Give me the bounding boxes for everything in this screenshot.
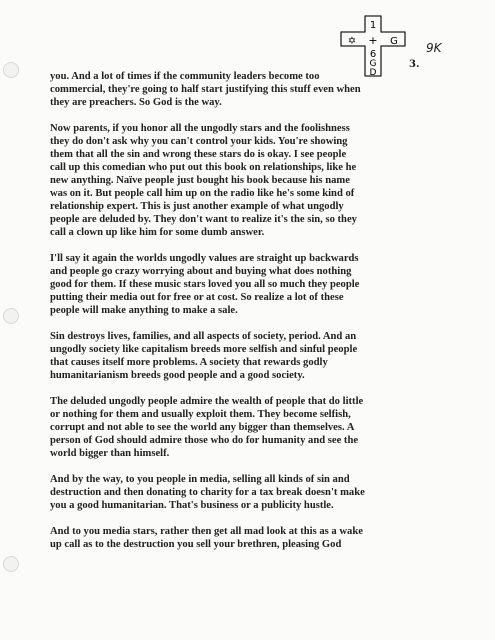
cross-mark-center: + [368,34,378,47]
cross-mark-lower-1: 6 [369,49,377,60]
punch-hole [3,62,19,78]
paragraph: Now parents, if you honor all the ungodly stars and the foolishness they do don't ask why you can't control your kids. You're showing them that all the sin and wrong these stars do is okay. I see people call up this comedian who put out this book on relationships, like he new anything. Naïve people just bought his book because his name was on it. But people call him up on the radio like he's some kind of relationship expert. This is just another example of what ungodly people are deluded by. They don't want to realize it's the sin, so they call a clown up like him for some dumb answer. [50,123,357,238]
cross-mark-lower-2: G [369,59,377,69]
paragraph: Sin destroys lives, families, and all aspects of society, period. And an ungodly society like capitalism breeds more selfish and sinful people that causes itself more problems. A society that rewards godly humanitarianism breeds good people and a good society. [50,331,358,381]
paragraph: I'll say it again the worlds ungodly values are straight up backwards and people go crazy worrying about and buying what does nothing good for them. If these music stars loved you all so much they people putting their media out for free or at cost. So realize a lot of these people will make anything to make a sale. [50,253,360,316]
handwritten-note: 9K [426,41,442,55]
document-body [50,70,448,564]
paragraph: And to you media stars, rather then get all mad look at this as a wake up call as to the destruction you sell your brethren, pleasing God [50,526,363,550]
paragraph: And by the way, to you people in media, selling all kinds of sin and destruction and then donating to charity for a tax break doesn't make you a good humanitarian. That's business or a publicity hustle. [50,474,365,511]
hand-drawn-cross-icon [337,14,420,78]
page-number: 3. [409,59,420,70]
cross-mark-right: G [390,36,398,47]
punch-hole [3,308,19,324]
cross-mark-lower-3: D [369,68,377,78]
paragraph: you. And a lot of times if the community leaders become too commercial, they're going to half start justifying this stuff even when they are preachers. So God is the way. [50,71,361,108]
cross-mark-top: 1 [369,20,377,31]
paragraph: The deluded ungodly people admire the wealth of people that do little or nothing for them and usually exploit them. They become selfish, corrupt and not able to see the world any bigger than themselves. A person of God should admire those who do for humanity and see the world bigger than himself. [50,396,364,459]
cross-mark-star: ✡ [347,36,357,47]
punch-hole [3,556,19,572]
